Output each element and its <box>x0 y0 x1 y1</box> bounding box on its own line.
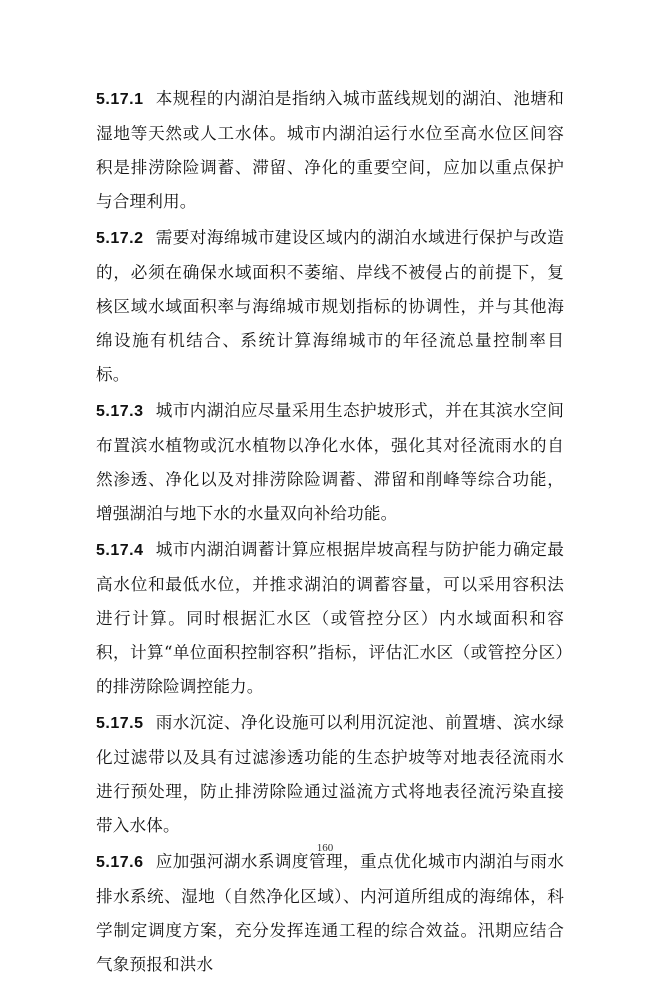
clause-number: 5.17.2 <box>96 230 144 247</box>
clause-5-17-6 <box>96 845 564 982</box>
page-number: 160 <box>316 842 334 854</box>
clause-5-17-5 <box>96 706 564 843</box>
clause-number: 5.17.4 <box>96 542 144 559</box>
clause-number: 5.17.1 <box>96 91 144 108</box>
clause-text: 城市内湖泊应尽量采用生态护坡形式，并在其滨水空间布置滨水植物或沉水植物以净化水体，强化其对径流雨水的自然渗透、净化以及对排涝除险调蓄、滞留和削峰等综合功能，增强湖泊与地下水的水量双向补给功能。 <box>96 401 564 523</box>
clause-5-17-3 <box>96 394 564 531</box>
clause-5-17-4 <box>96 533 564 704</box>
clause-5-17-2 <box>96 221 564 392</box>
clause-5-17-1 <box>96 82 564 219</box>
clause-text: 需要对海绵城市建设区域内的湖泊水域进行保护与改造的，必须在确保水域面积不萎缩、岸线不被侵占的前提下，复核区域水域面积率与海绵城市规划指标的协调性，并与其他海绵设施有机结合、系统计算海绵城市的年径流总量控制率目标。 <box>96 228 564 384</box>
clause-text: 本规程的内湖泊是指纳入城市蓝线规划的湖泊、池塘和湿地等天然或人工水体。城市内湖泊运行水位至高水位区间容积是排涝除险调蓄、滞留、净化的重要空间，应加以重点保护与合理利用。 <box>96 89 564 211</box>
clause-number: 5.17.5 <box>96 715 144 732</box>
clause-text: 城市内湖泊调蓄计算应根据岸坡高程与防护能力确定最高水位和最低水位，并推求湖泊的调蓄容量，可以采用容积法进行计算。同时根据汇水区（或管控分区）内水域面积和容积，计算“单位面积控制容积”指标，评估汇水区（或管控分区）的排涝除险调控能力。 <box>96 540 564 696</box>
clause-text: 雨水沉淀、净化设施可以利用沉淀池、前置塘、滨水绿化过滤带以及具有过滤渗透功能的生态护坡等对地表径流雨水进行预处理，防止排涝除险通过溢流方式将地表径流污染直接带入水体。 <box>96 713 564 835</box>
clause-text: 应加强河湖水系调度管理，重点优化城市内湖泊与雨水排水系统、湿地（自然净化区域）、内河道所组成的海绵体，科学制定调度方案，充分发挥连通工程的综合效益。汛期应结合气象预报和洪水 <box>96 852 564 974</box>
clause-number: 5.17.3 <box>96 403 144 420</box>
clause-number: 5.17.6 <box>96 854 144 871</box>
